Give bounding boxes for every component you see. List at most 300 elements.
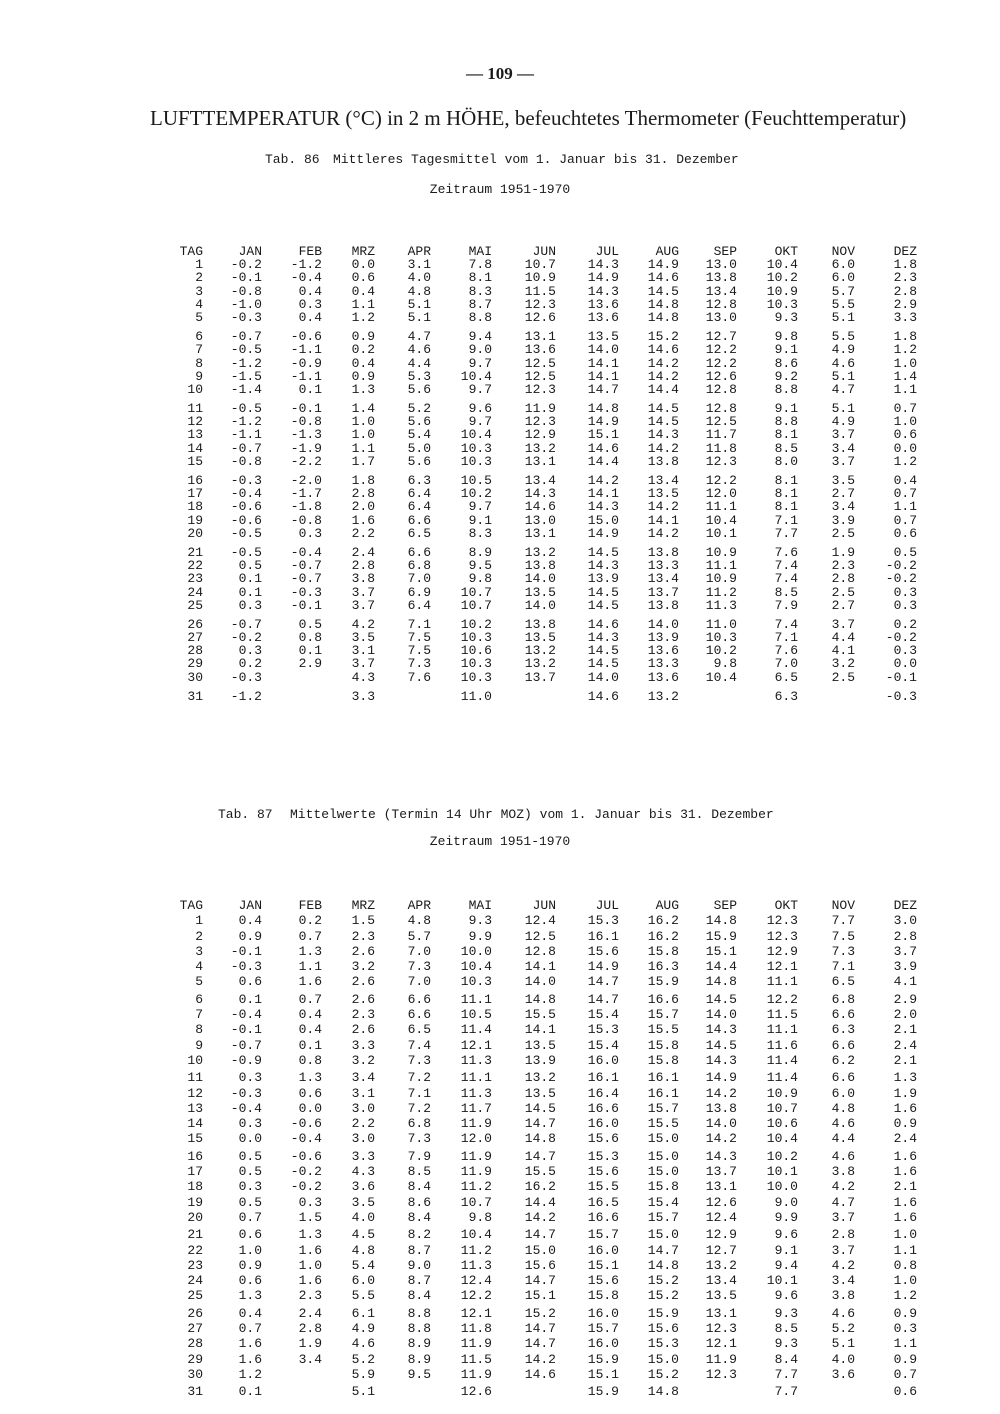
day-cell: 6	[195, 991, 203, 1007]
value-cell: 1.4	[893, 368, 917, 384]
value-cell: 9.2	[774, 368, 798, 384]
value-cell: 10.2	[705, 643, 737, 659]
value-cell: 0.6	[238, 1273, 262, 1289]
value-cell: 11.7	[705, 427, 737, 443]
value-cell: -0.4	[230, 1100, 262, 1116]
value-cell: 7.3	[407, 1052, 431, 1068]
value-cell: 12.8	[705, 296, 737, 312]
value-cell: 5.1	[831, 368, 855, 384]
value-cell: -0.4	[230, 486, 262, 502]
value-cell: 1.2	[351, 309, 375, 325]
value-cell: 13.4	[705, 1273, 737, 1289]
value-cell: 2.3	[893, 270, 917, 286]
column-sep	[677, 898, 737, 1400]
value-cell: 1.0	[893, 355, 917, 371]
column-dez	[857, 245, 917, 703]
value-cell: 12.7	[705, 1242, 737, 1258]
value-cell: 11.7	[460, 1100, 492, 1116]
value-cell: 14.9	[587, 525, 619, 541]
column-aug	[619, 898, 679, 1400]
value-cell: 9.1	[774, 401, 798, 417]
value-cell: -0.2	[885, 630, 917, 646]
value-cell: 3.3	[351, 688, 375, 704]
value-cell: 2.4	[351, 544, 375, 560]
value-cell: 8.8	[407, 1321, 431, 1337]
value-cell: 7.7	[831, 913, 855, 929]
value-cell: 9.7	[468, 499, 492, 515]
value-cell: 7.4	[774, 558, 798, 574]
value-cell: 1.9	[893, 1085, 917, 1101]
value-cell: 1.5	[351, 913, 375, 929]
value-cell: 0.2	[298, 913, 322, 929]
value-cell: 2.8	[351, 558, 375, 574]
value-cell: 3.4	[831, 1273, 855, 1289]
day-cell: 1	[195, 257, 203, 273]
value-cell: 5.4	[351, 1257, 375, 1273]
value-cell: 0.0	[893, 440, 917, 456]
day-cell: 22	[187, 558, 203, 574]
value-cell: 12.5	[524, 928, 556, 944]
value-cell: 14.0	[647, 616, 679, 632]
value-cell: 13.8	[705, 270, 737, 286]
value-cell: 5.3	[407, 368, 431, 384]
value-cell: 15.8	[647, 1179, 679, 1195]
value-cell: 12.3	[524, 414, 556, 430]
day-cell: 31	[187, 688, 203, 704]
day-cell: 28	[187, 1336, 203, 1352]
value-cell: 15.0	[647, 1131, 679, 1147]
value-cell: -0.2	[230, 630, 262, 646]
value-cell: -0.3	[230, 1085, 262, 1101]
value-cell: 11.3	[460, 1052, 492, 1068]
day-cell: 6	[195, 329, 203, 345]
value-cell: -0.7	[290, 571, 322, 587]
value-cell: 7.9	[407, 1148, 431, 1164]
value-cell: -0.6	[290, 1148, 322, 1164]
value-cell: 2.8	[893, 283, 917, 299]
value-cell: 7.5	[407, 630, 431, 646]
value-cell: 0.4	[298, 1007, 322, 1023]
value-cell: 0.3	[238, 1116, 262, 1132]
value-cell: 3.2	[831, 656, 855, 672]
value-cell: 15.2	[647, 1288, 679, 1304]
value-cell: 14.1	[587, 368, 619, 384]
value-cell: 13.1	[524, 525, 556, 541]
value-cell: 1.9	[831, 544, 855, 560]
value-cell: 5.1	[831, 1336, 855, 1352]
value-cell: 5.6	[407, 381, 431, 397]
value-cell: 10.0	[766, 1179, 798, 1195]
value-cell: 14.7	[587, 974, 619, 990]
value-cell: 15.3	[647, 1336, 679, 1352]
value-cell: 8.9	[407, 1336, 431, 1352]
column-apr	[371, 898, 431, 1400]
value-cell: 6.0	[831, 257, 855, 273]
value-cell: 1.1	[351, 296, 375, 312]
value-cell: 12.9	[766, 943, 798, 959]
value-cell: 5.1	[407, 309, 431, 325]
value-cell: 14.5	[587, 584, 619, 600]
value-cell: 11.0	[460, 688, 492, 704]
value-cell: 6.1	[351, 1305, 375, 1321]
column-nov	[795, 245, 855, 703]
value-cell: 12.4	[705, 1209, 737, 1225]
column-header: MAI	[468, 898, 492, 913]
value-cell: 3.3	[351, 1148, 375, 1164]
value-cell: 12.1	[460, 1037, 492, 1053]
value-cell: 15.7	[647, 1100, 679, 1116]
value-cell: 10.6	[766, 1116, 798, 1132]
value-cell: 10.9	[766, 1085, 798, 1101]
value-cell: 13.8	[647, 544, 679, 560]
value-cell: 14.9	[587, 414, 619, 430]
value-cell: 11.2	[460, 1179, 492, 1195]
value-cell: 8.9	[407, 1351, 431, 1367]
value-cell: 15.9	[705, 928, 737, 944]
value-cell: 5.1	[831, 401, 855, 417]
day-cell: 30	[187, 669, 203, 685]
value-cell: 14.5	[587, 643, 619, 659]
value-cell: 5.5	[351, 1288, 375, 1304]
value-cell: 9.7	[468, 414, 492, 430]
value-cell: 6.6	[831, 1070, 855, 1086]
value-cell: 10.7	[460, 584, 492, 600]
value-cell: 1.2	[893, 342, 917, 358]
value-cell: 7.5	[407, 643, 431, 659]
value-cell: 8.0	[774, 453, 798, 469]
value-cell: 10.3	[460, 974, 492, 990]
value-cell: 11.9	[460, 1148, 492, 1164]
value-cell: -0.3	[290, 584, 322, 600]
value-cell: 0.8	[893, 1257, 917, 1273]
value-cell: -2.2	[290, 453, 322, 469]
value-cell: 0.3	[298, 1194, 322, 1210]
value-cell: 10.3	[766, 296, 798, 312]
column-sep	[677, 245, 737, 703]
value-cell: 7.3	[407, 959, 431, 975]
value-cell: -0.5	[230, 525, 262, 541]
value-cell: 0.1	[238, 571, 262, 587]
value-cell: 15.5	[647, 1022, 679, 1038]
value-cell: 11.9	[460, 1116, 492, 1132]
value-cell: 15.2	[524, 1305, 556, 1321]
value-cell: 0.1	[238, 584, 262, 600]
value-cell: 5.2	[351, 1351, 375, 1367]
table-86-caption: Mittleres Tagesmittel vom 1. Januar bis 31. Dezember	[333, 152, 739, 167]
value-cell: 9.3	[774, 309, 798, 325]
value-cell: 10.1	[766, 1164, 798, 1180]
day-cell: 26	[187, 616, 203, 632]
value-cell: 0.7	[298, 928, 322, 944]
value-cell: 10.3	[460, 453, 492, 469]
value-cell: 0.6	[238, 974, 262, 990]
value-cell: 0.9	[893, 1116, 917, 1132]
value-cell: 16.2	[524, 1179, 556, 1195]
value-cell: 14.8	[524, 1131, 556, 1147]
value-cell: 13.3	[647, 656, 679, 672]
column-header: TAG	[179, 898, 203, 913]
value-cell: 2.3	[831, 558, 855, 574]
value-cell: 7.7	[774, 1384, 798, 1400]
value-cell: 0.2	[893, 616, 917, 632]
value-cell: 11.4	[766, 1070, 798, 1086]
value-cell: 2.8	[893, 928, 917, 944]
value-cell: 3.3	[351, 1037, 375, 1053]
value-cell: -0.8	[290, 414, 322, 430]
value-cell: 7.8	[468, 257, 492, 273]
value-cell: 11.9	[705, 1351, 737, 1367]
value-cell: -0.8	[290, 512, 322, 528]
value-cell: 12.6	[524, 309, 556, 325]
value-cell: -1.2	[290, 257, 322, 273]
value-cell: 14.2	[647, 355, 679, 371]
day-cell: 12	[187, 414, 203, 430]
value-cell	[496, 690, 556, 703]
value-cell	[496, 1384, 556, 1399]
value-cell: -0.8	[230, 283, 262, 299]
value-cell: 12.3	[705, 1366, 737, 1382]
value-cell: 15.9	[647, 1305, 679, 1321]
value-cell: 0.0	[893, 656, 917, 672]
value-cell	[262, 671, 322, 684]
value-cell: 5.5	[831, 296, 855, 312]
value-cell: 7.3	[407, 656, 431, 672]
value-cell: 15.4	[587, 1007, 619, 1023]
value-cell: 2.2	[351, 525, 375, 541]
column-header: FEB	[298, 244, 322, 259]
day-cell: 19	[187, 512, 203, 528]
value-cell: 13.5	[587, 329, 619, 345]
value-cell: 1.1	[893, 1336, 917, 1352]
value-cell: 16.0	[587, 1242, 619, 1258]
value-cell: 4.3	[351, 1164, 375, 1180]
day-cell: 5	[195, 309, 203, 325]
value-cell: -0.2	[885, 558, 917, 574]
table-86-period: Zeitraum 1951-1970	[429, 182, 571, 197]
value-cell: 1.0	[298, 1257, 322, 1273]
value-cell: 9.9	[774, 1209, 798, 1225]
value-cell: 2.0	[351, 499, 375, 515]
value-cell: 10.3	[705, 630, 737, 646]
value-cell: 0.2	[351, 342, 375, 358]
value-cell: 2.1	[893, 1022, 917, 1038]
value-cell: 12.0	[705, 486, 737, 502]
value-cell: 0.7	[893, 486, 917, 502]
day-cell: 27	[187, 630, 203, 646]
day-cell: 20	[187, 1209, 203, 1225]
value-cell: 13.2	[524, 544, 556, 560]
value-cell: 9.0	[468, 342, 492, 358]
value-cell: 10.3	[460, 630, 492, 646]
value-cell: 12.1	[766, 959, 798, 975]
column-header: MAI	[468, 244, 492, 259]
value-cell: 15.6	[524, 1257, 556, 1273]
value-cell: 14.9	[587, 270, 619, 286]
value-cell: 14.9	[587, 959, 619, 975]
value-cell: 14.0	[524, 597, 556, 613]
value-cell: 3.5	[351, 630, 375, 646]
value-cell: 3.1	[351, 1085, 375, 1101]
value-cell: 14.5	[647, 414, 679, 430]
value-cell: 0.5	[238, 1194, 262, 1210]
value-cell: 13.8	[647, 597, 679, 613]
value-cell: -0.4	[290, 270, 322, 286]
value-cell: 4.6	[351, 1336, 375, 1352]
value-cell: 12.9	[524, 427, 556, 443]
value-cell: 12.2	[705, 473, 737, 488]
value-cell: 11.1	[766, 974, 798, 990]
value-cell: -0.3	[230, 473, 262, 488]
value-cell: 0.6	[298, 1085, 322, 1101]
value-cell: 10.7	[460, 597, 492, 613]
value-cell: 10.1	[766, 1273, 798, 1289]
value-cell: 10.4	[460, 368, 492, 384]
value-cell: 9.3	[774, 1305, 798, 1321]
value-cell: 15.3	[587, 913, 619, 929]
value-cell: 9.1	[774, 1242, 798, 1258]
value-cell: 10.7	[524, 257, 556, 273]
value-cell: -1.2	[230, 414, 262, 430]
day-cell: 16	[187, 1148, 203, 1164]
value-cell: 16.5	[587, 1194, 619, 1210]
value-cell: 8.1	[774, 499, 798, 515]
value-cell: 14.0	[587, 342, 619, 358]
value-cell: 1.8	[893, 329, 917, 345]
value-cell: 13.4	[647, 571, 679, 587]
day-cell: 8	[195, 355, 203, 371]
value-cell: 6.0	[831, 1085, 855, 1101]
value-cell: 14.6	[524, 499, 556, 515]
value-cell: 10.4	[460, 1227, 492, 1243]
column-header: SEP	[713, 898, 737, 913]
value-cell: 14.7	[524, 1227, 556, 1243]
column-header: SEP	[713, 244, 737, 259]
value-cell: 11.3	[705, 597, 737, 613]
value-cell: 8.3	[468, 525, 492, 541]
value-cell: 14.3	[587, 283, 619, 299]
value-cell: 14.0	[524, 974, 556, 990]
value-cell: 8.8	[774, 414, 798, 430]
value-cell: 10.9	[766, 283, 798, 299]
value-cell: 0.0	[238, 1131, 262, 1147]
value-cell: 13.9	[647, 630, 679, 646]
value-cell: 15.8	[647, 943, 679, 959]
value-cell: 16.4	[587, 1085, 619, 1101]
value-cell: 0.0	[351, 257, 375, 273]
value-cell: 7.4	[407, 1037, 431, 1053]
value-cell: 1.6	[238, 1351, 262, 1367]
value-cell: 6.5	[407, 525, 431, 541]
value-cell: 7.0	[407, 571, 431, 587]
value-cell: 1.6	[298, 974, 322, 990]
value-cell: 15.6	[587, 1273, 619, 1289]
value-cell: 12.1	[460, 1305, 492, 1321]
value-cell: 14.3	[587, 630, 619, 646]
column-header: APR	[407, 898, 431, 913]
value-cell: 9.6	[774, 1288, 798, 1304]
value-cell: 6.6	[407, 991, 431, 1007]
value-cell: 15.4	[647, 1194, 679, 1210]
value-cell: 12.4	[460, 1273, 492, 1289]
value-cell: 14.0	[705, 1116, 737, 1132]
value-cell: 14.8	[647, 1384, 679, 1400]
value-cell: 12.5	[524, 355, 556, 371]
value-cell: 8.8	[468, 309, 492, 325]
value-cell: 15.0	[647, 1148, 679, 1164]
value-cell: 5.9	[351, 1366, 375, 1382]
value-cell: 0.6	[893, 1384, 917, 1400]
value-cell: 10.1	[705, 525, 737, 541]
value-cell: 0.1	[298, 643, 322, 659]
value-cell: 9.8	[774, 329, 798, 345]
value-cell: 10.2	[766, 270, 798, 286]
value-cell: 14.7	[647, 1242, 679, 1258]
value-cell: 7.7	[774, 525, 798, 541]
value-cell: 6.6	[831, 1007, 855, 1023]
value-cell: 13.4	[524, 473, 556, 488]
day-cell: 15	[187, 1131, 203, 1147]
value-cell: 3.8	[831, 1288, 855, 1304]
column-tag	[143, 898, 203, 1400]
value-cell: 2.9	[298, 656, 322, 672]
value-cell: 5.6	[407, 453, 431, 469]
value-cell: 1.6	[351, 512, 375, 528]
value-cell: 12.6	[705, 368, 737, 384]
value-cell: 15.7	[647, 1209, 679, 1225]
value-cell: 14.5	[705, 991, 737, 1007]
value-cell: 6.2	[831, 1052, 855, 1068]
column-apr	[371, 245, 431, 703]
value-cell: 13.3	[647, 558, 679, 574]
value-cell: -1.1	[230, 427, 262, 443]
value-cell: 4.8	[407, 913, 431, 929]
column-header: JUN	[532, 244, 556, 259]
value-cell: 14.8	[647, 296, 679, 312]
value-cell: 14.3	[705, 1052, 737, 1068]
value-cell: 15.8	[587, 1288, 619, 1304]
day-cell: 15	[187, 453, 203, 469]
day-cell: 9	[195, 1037, 203, 1053]
value-cell: -1.8	[290, 499, 322, 515]
value-cell: 2.3	[298, 1288, 322, 1304]
column-header: JAN	[238, 244, 262, 259]
value-cell: 10.3	[460, 656, 492, 672]
value-cell: 3.1	[407, 257, 431, 273]
value-cell: 9.0	[407, 1257, 431, 1273]
value-cell: 14.5	[587, 656, 619, 672]
value-cell: 0.9	[238, 928, 262, 944]
value-cell: 0.5	[238, 1164, 262, 1180]
value-cell: -1.3	[290, 427, 322, 443]
value-cell: 8.3	[468, 283, 492, 299]
value-cell: 13.0	[524, 512, 556, 528]
value-cell: 14.2	[647, 368, 679, 384]
value-cell: 4.9	[831, 414, 855, 430]
value-cell: 15.6	[587, 1131, 619, 1147]
value-cell: 12.6	[705, 1194, 737, 1210]
value-cell: 3.8	[831, 1164, 855, 1180]
value-cell: 15.8	[647, 1052, 679, 1068]
value-cell: 0.5	[238, 558, 262, 574]
day-cell: 20	[187, 525, 203, 541]
day-cell: 30	[187, 1366, 203, 1382]
value-cell: 10.5	[460, 473, 492, 488]
day-cell: 4	[195, 959, 203, 975]
value-cell: 2.5	[831, 525, 855, 541]
value-cell: 0.7	[893, 1366, 917, 1382]
value-cell: -1.5	[230, 368, 262, 384]
value-cell: 2.5	[831, 584, 855, 600]
